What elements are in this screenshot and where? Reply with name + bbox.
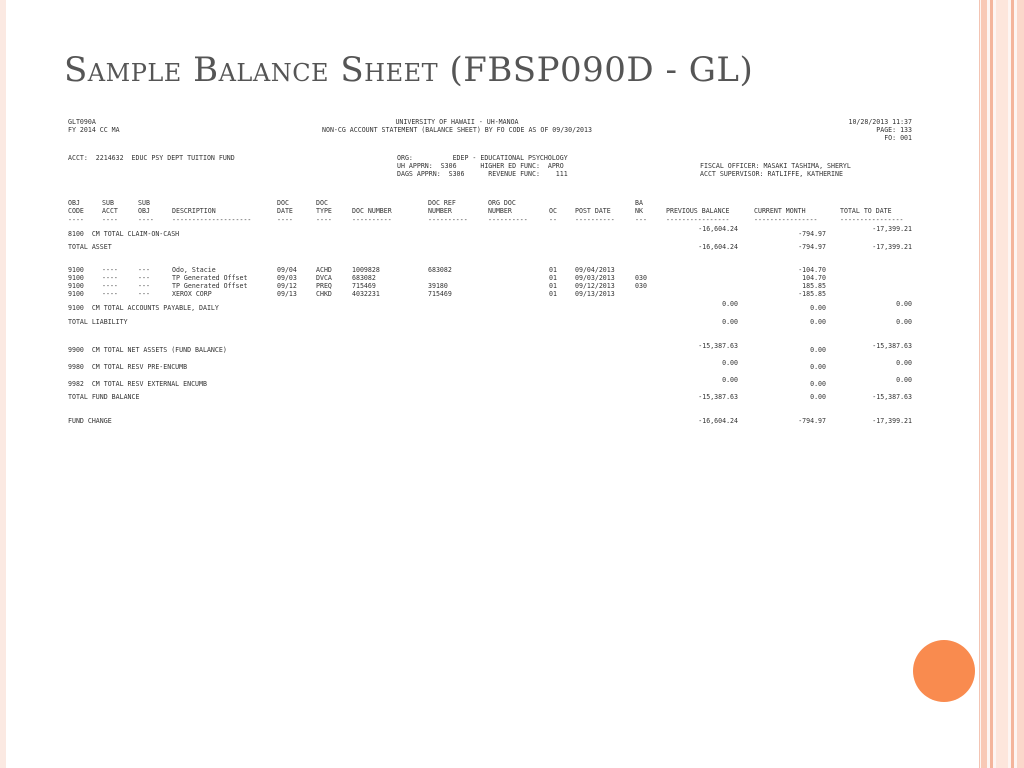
doc-type: CHKD — [316, 290, 332, 298]
total-to-date-value: -15,387.63 — [872, 342, 912, 350]
current-month-value: 0.00 — [810, 318, 826, 326]
doc-number: 715469 — [352, 282, 376, 290]
previous-balance-value: 0.00 — [722, 376, 738, 384]
post-date: 09/03/2013 — [575, 274, 615, 282]
total-to-date-value: -17,399.21 — [872, 243, 912, 251]
previous-balance-value: -16,604.24 — [698, 225, 738, 233]
current-month-value: 0.00 — [810, 363, 826, 371]
underline: ---- — [277, 216, 293, 224]
doc-date: 09/12 — [277, 282, 297, 290]
fo-code: FO: 001 — [884, 134, 912, 142]
col-sub-obj: SUB OBJ — [138, 199, 150, 215]
dags-apprn-line: DAGS APPRN: S306 REVENUE FUNC: 111 — [397, 170, 568, 178]
current-month-value: -794.97 — [798, 230, 826, 238]
summary-label: 8100 CM TOTAL CLAIM-ON-CASH — [68, 230, 180, 238]
oc: 01 — [549, 290, 557, 298]
description: XEROX CORP — [172, 290, 212, 298]
total-to-date-value: -15,387.63 — [872, 393, 912, 401]
slide-title: Sample Balance Sheet (FBSP090D - GL) — [64, 50, 754, 90]
doc-ref: 715469 — [428, 290, 452, 298]
decorative-stripe — [990, 0, 993, 768]
university-name: UNIVERSITY OF HAWAII - UH-MANOA — [395, 118, 519, 126]
decorative-stripe — [1017, 0, 1024, 768]
col-doc-ref: DOC REF NUMBER — [428, 199, 456, 215]
doc-type: DVCA — [316, 274, 332, 282]
current-month-value: 185.85 — [802, 282, 826, 290]
sub-obj: --- — [138, 266, 150, 274]
current-month-value: 0.00 — [810, 393, 826, 401]
col-description: DESCRIPTION — [172, 207, 216, 215]
doc-date: 09/04 — [277, 266, 297, 274]
report-datetime: 10/28/2013 11:37 — [848, 118, 912, 126]
underline: ---------- — [575, 216, 615, 224]
summary-label: FUND CHANGE — [68, 417, 112, 425]
previous-balance-value: -16,604.24 — [698, 417, 738, 425]
underline: ---- — [102, 216, 118, 224]
previous-balance-value: 0.00 — [722, 359, 738, 367]
underline: ---------- — [428, 216, 468, 224]
uh-apprn-line: UH APPRN: S306 HIGHER ED FUNC: APRO — [397, 162, 564, 170]
oc: 01 — [549, 266, 557, 274]
summary-label: 9982 CM TOTAL RESV EXTERNAL ENCUMB — [68, 380, 207, 388]
current-month-value: 104.70 — [802, 274, 826, 282]
report-subtitle: NON-CG ACCOUNT STATEMENT (BALANCE SHEET) BY FO CODE AS OF 09/30/2013 — [322, 126, 592, 134]
sub-acct: ---- — [102, 290, 118, 298]
bank: 030 — [635, 282, 647, 290]
underline: ---------------- — [666, 216, 730, 224]
doc-ref: 683082 — [428, 266, 452, 274]
underline: -- — [549, 216, 557, 224]
col-doc-date: DOC DATE — [277, 199, 293, 215]
post-date: 09/04/2013 — [575, 266, 615, 274]
previous-balance-value: -15,387.63 — [698, 393, 738, 401]
underline: --- — [635, 216, 647, 224]
description: TP Generated Offset — [172, 274, 248, 282]
org-line: ORG: EDEP - EDUCATIONAL PSYCHOLOGY — [397, 154, 568, 162]
bank: 030 — [635, 274, 647, 282]
previous-balance-value: 0.00 — [722, 318, 738, 326]
report-id: GLT090A — [68, 118, 96, 126]
decorative-stripe — [1011, 0, 1014, 768]
doc-ref: 39180 — [428, 282, 448, 290]
previous-balance-value: -15,387.63 — [698, 342, 738, 350]
summary-label: 9100 CM TOTAL ACCOUNTS PAYABLE, DAILY — [68, 304, 219, 312]
doc-number: 683082 — [352, 274, 376, 282]
total-to-date-value: 0.00 — [896, 300, 912, 308]
decorative-circle — [913, 640, 975, 702]
current-month-value: -104.70 — [798, 266, 826, 274]
decorative-stripe — [981, 0, 987, 768]
col-oc: OC — [549, 207, 557, 215]
col-obj-code: OBJ CODE — [68, 199, 84, 215]
fiscal-officer: FISCAL OFFICER: MASAKI TASHIMA, SHERYL — [700, 162, 851, 170]
doc-number: 4032231 — [352, 290, 380, 298]
obj-code: 9100 — [68, 282, 84, 290]
underline: ---- — [138, 216, 154, 224]
col-doc-number: DOC NUMBER — [352, 207, 392, 215]
total-to-date-value: 0.00 — [896, 318, 912, 326]
oc: 01 — [549, 282, 557, 290]
col-doc-type: DOC TYPE — [316, 199, 332, 215]
doc-date: 09/13 — [277, 290, 297, 298]
sub-obj: --- — [138, 290, 150, 298]
sub-acct: ---- — [102, 266, 118, 274]
description: Odo, Stacie — [172, 266, 216, 274]
acct-supervisor: ACCT SUPERVISOR: RATLIFFE, KATHERINE — [700, 170, 843, 178]
sub-obj: --- — [138, 282, 150, 290]
summary-label: TOTAL LIABILITY — [68, 318, 128, 326]
col-org-doc: ORG DOC NUMBER — [488, 199, 516, 215]
current-month-value: 0.00 — [810, 380, 826, 388]
col-previous-balance: PREVIOUS BALANCE — [666, 207, 730, 215]
underline: ---- — [68, 216, 84, 224]
underline: -------------------- — [172, 216, 252, 224]
doc-date: 09/03 — [277, 274, 297, 282]
total-to-date-value: 0.00 — [896, 376, 912, 384]
obj-code: 9100 — [68, 290, 84, 298]
total-to-date-value: 0.00 — [896, 359, 912, 367]
oc: 01 — [549, 274, 557, 282]
underline: ---------------- — [754, 216, 818, 224]
account-line: ACCT: 2214632 EDUC PSY DEPT TUITION FUND — [68, 154, 235, 162]
page-number: PAGE: 133 — [876, 126, 912, 134]
col-current-month: CURRENT MONTH — [754, 207, 806, 215]
col-total-to-date: TOTAL TO DATE — [840, 207, 892, 215]
total-to-date-value: -17,399.21 — [872, 225, 912, 233]
current-month-value: -794.97 — [798, 417, 826, 425]
underline: ---------------- — [840, 216, 904, 224]
col-sub-acct: SUB ACCT — [102, 199, 118, 215]
description: TP Generated Offset — [172, 282, 248, 290]
col-post-date: POST DATE — [575, 207, 611, 215]
underline: ---- — [316, 216, 332, 224]
summary-label: TOTAL FUND BALANCE — [68, 393, 140, 401]
previous-balance-value: -16,604.24 — [698, 243, 738, 251]
current-month-value: -185.85 — [798, 290, 826, 298]
summary-label: TOTAL ASSET — [68, 243, 112, 251]
obj-code: 9100 — [68, 266, 84, 274]
current-month-value: -794.97 — [798, 243, 826, 251]
fiscal-year: FY 2014 CC MA — [68, 126, 120, 134]
current-month-value: 0.00 — [810, 346, 826, 354]
doc-number: 1009828 — [352, 266, 380, 274]
balance-sheet-report — [62, 114, 922, 434]
previous-balance-value: 0.00 — [722, 300, 738, 308]
summary-label: 9980 CM TOTAL RESV PRE-ENCUMB — [68, 363, 188, 371]
underline: ---------- — [352, 216, 392, 224]
total-to-date-value: -17,399.21 — [872, 417, 912, 425]
post-date: 09/13/2013 — [575, 290, 615, 298]
post-date: 09/12/2013 — [575, 282, 615, 290]
summary-label: 9900 CM TOTAL NET ASSETS (FUND BALANCE) — [68, 346, 227, 354]
sub-obj: --- — [138, 274, 150, 282]
underline: ---------- — [488, 216, 528, 224]
col-bank: BA NK — [635, 199, 643, 215]
doc-type: ACHD — [316, 266, 332, 274]
sub-acct: ---- — [102, 274, 118, 282]
obj-code: 9100 — [68, 274, 84, 282]
current-month-value: 0.00 — [810, 304, 826, 312]
decorative-stripe — [996, 0, 1008, 768]
doc-type: PREQ — [316, 282, 332, 290]
sub-acct: ---- — [102, 282, 118, 290]
